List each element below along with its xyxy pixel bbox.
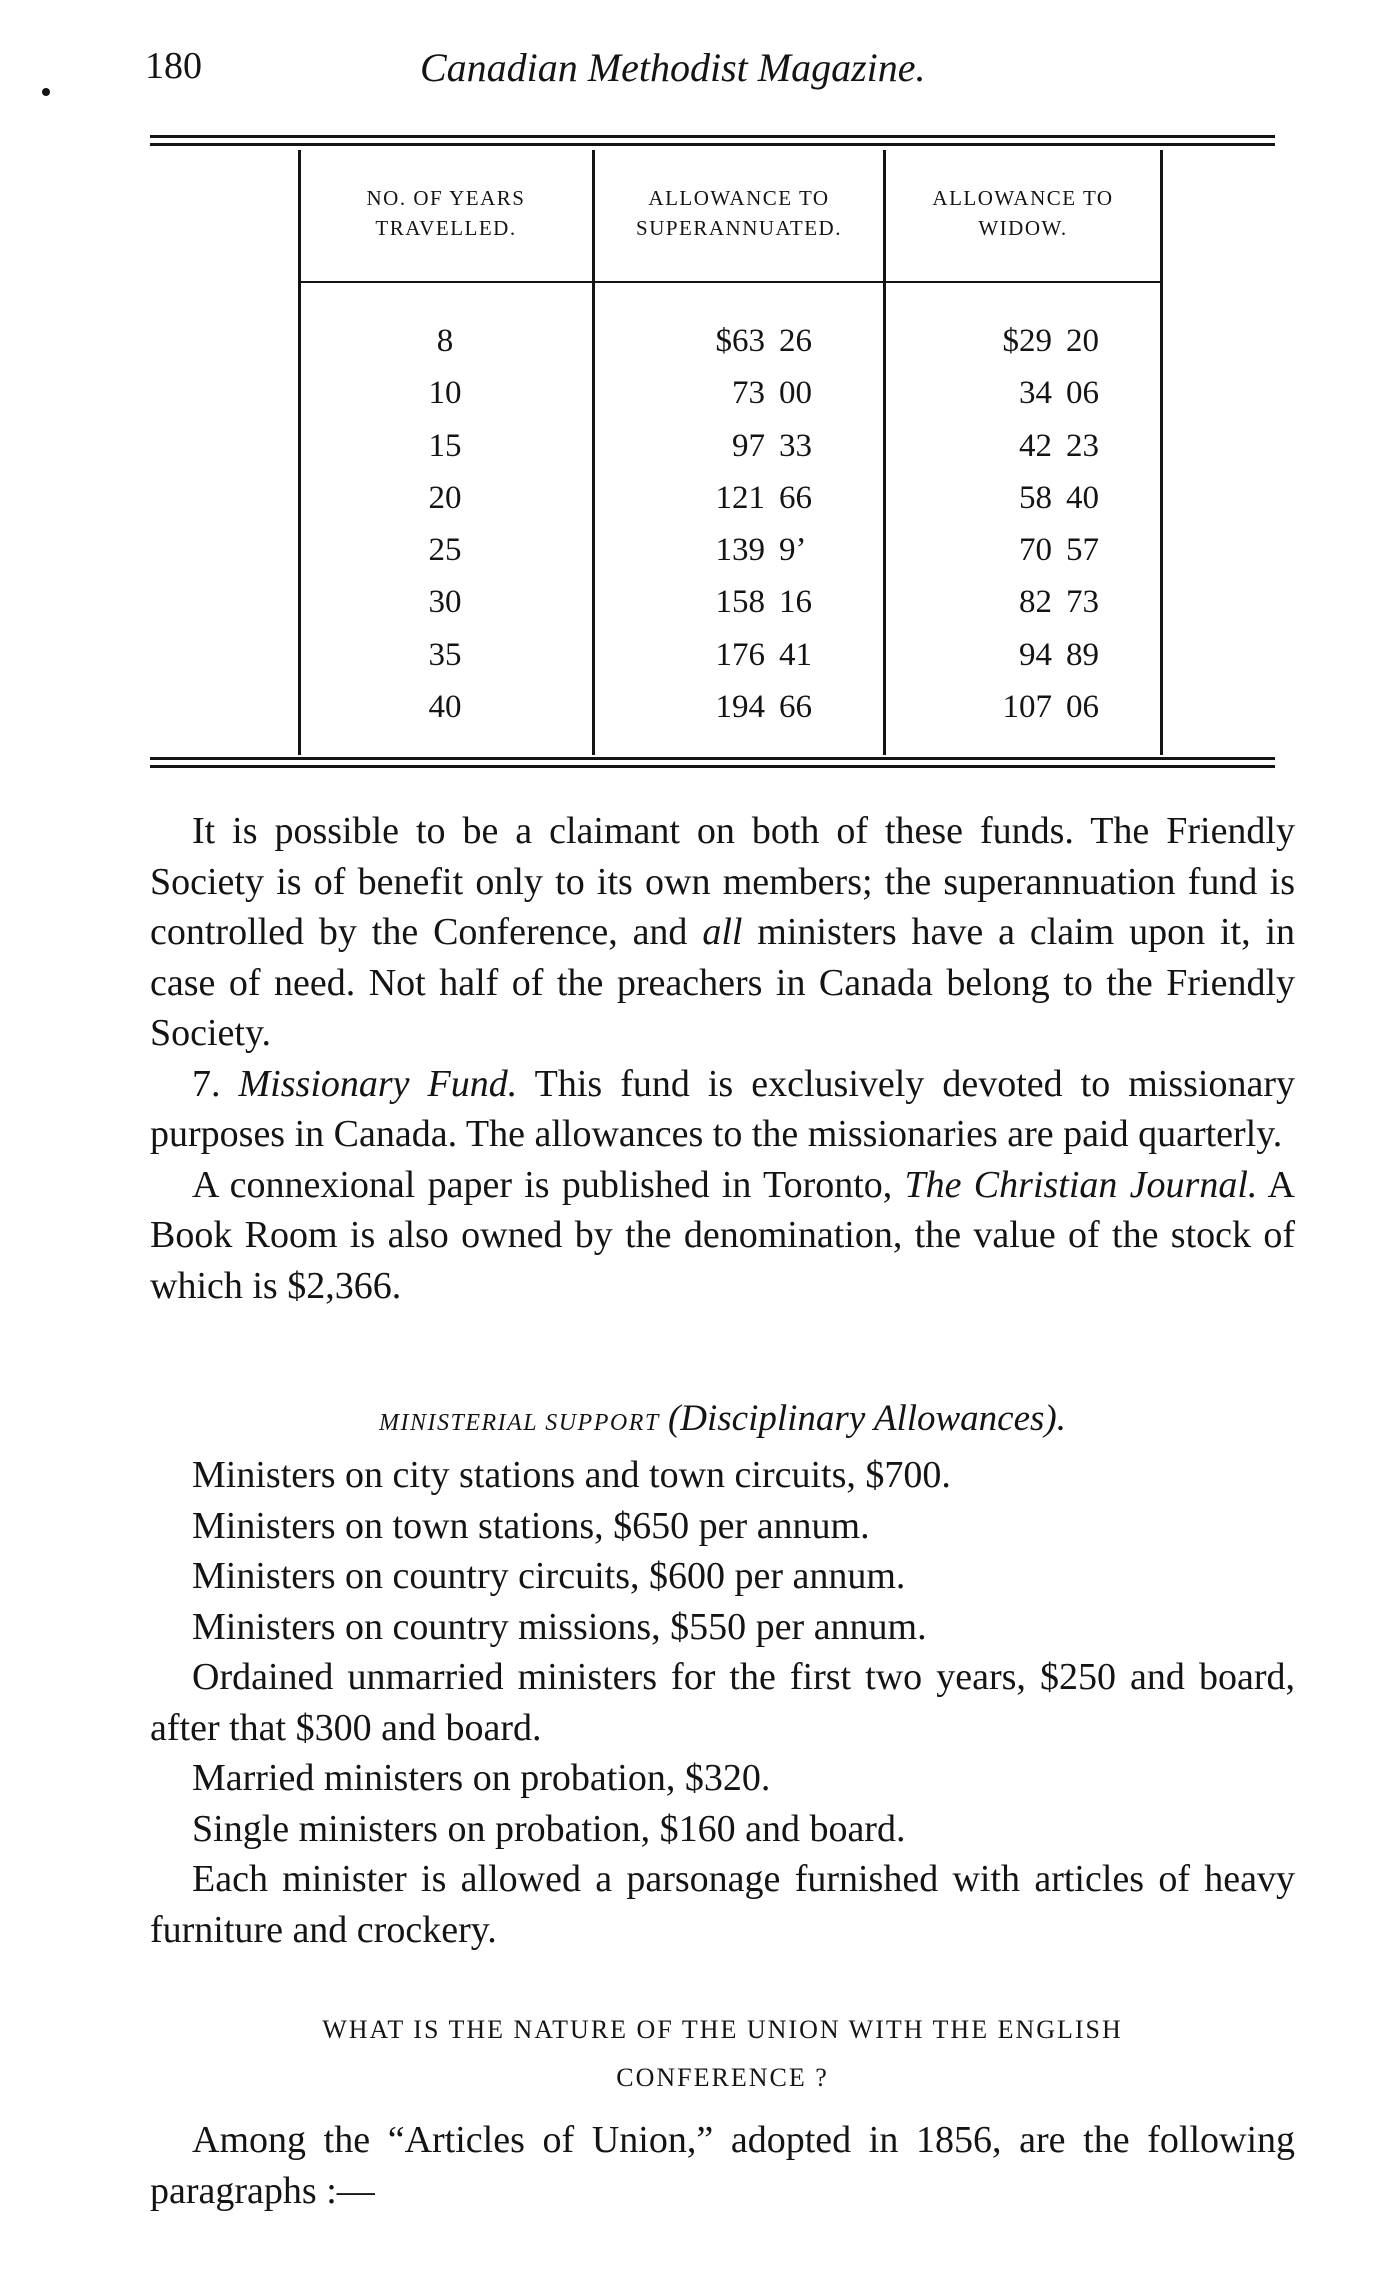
body-paragraphs	[150, 806, 1295, 1311]
ministerial-support-heading: MINISTERIAL SUPPORT (Disciplinary Allowances).	[378, 1398, 1066, 1439]
table-row: 58 40	[1019, 479, 1099, 516]
list-item: Ministers on city stations and town circuits, $700.	[192, 1454, 951, 1496]
table-row: 158 16	[715, 584, 812, 621]
header-widow: ALLOWANCE TO WIDOW.	[932, 186, 1114, 240]
table-row: 194 66	[715, 689, 812, 726]
table-cell: 8	[436, 323, 454, 359]
paragraph-connexional-paper: A connexional paper is published in Toronto, The Christian Journal. A Book Room is also owned by the denomination, the value of the stock of which is $2,366.	[150, 1163, 1295, 1307]
running-title: Canadian Methodist Magazine.	[420, 45, 926, 90]
list-item: Each minister is allowed a parsonage furnished with articles of heavy furniture and crockery.	[150, 1858, 1295, 1951]
table-row: 34 06	[1019, 375, 1099, 412]
table-top-rule-2	[150, 143, 1275, 146]
paragraph-missionary-fund: 7. Missionary Fund. This fund is exclusively devoted to missionary purposes in Canada. The allowances to the missionaries are paid quarterly.	[150, 1062, 1295, 1155]
list-item: Single ministers on probation, $160 and board.	[192, 1807, 906, 1850]
table-row: 97 33	[732, 427, 812, 464]
table-cell: 25	[428, 532, 462, 569]
table-row: 73 00	[732, 375, 812, 412]
list-item: Married ministers on probation, $320.	[192, 1757, 771, 1799]
table-cell: 35	[428, 636, 462, 673]
header-years: NO. OF YEARS TRAVELLED.	[366, 186, 526, 240]
table-row: 121 66	[715, 479, 812, 516]
list-item: Ministers on country circuits, $600 per annum.	[192, 1555, 906, 1597]
list-item: Ordained unmarried ministers for the first two years, $250 and board, after that $300 and board.	[150, 1656, 1295, 1749]
closing-paragraph: Among the “Articles of Union,” adopted in 1856, are the following paragraphs :—	[150, 2119, 1295, 2212]
header-superannuated: ALLOWANCE TO SUPERANNUATED.	[636, 186, 842, 240]
table-top-rule-1	[150, 135, 1275, 138]
list-item: Ministers on country missions, $550 per annum.	[192, 1605, 927, 1648]
table-row: 176 41	[715, 636, 812, 673]
table-row: 42 23	[1019, 427, 1099, 464]
list-item: Ministers on town stations, $650 per annum.	[192, 1504, 870, 1547]
print-speck	[42, 88, 50, 96]
table-row: 70 57	[1019, 532, 1099, 569]
table-row: $29 20	[1002, 323, 1099, 359]
table-cell: 15	[428, 427, 462, 464]
table-header-rule	[300, 281, 1160, 283]
column-years	[300, 315, 590, 733]
column-superannuated	[595, 315, 885, 733]
table-cell: 10	[428, 375, 462, 412]
table-row: 139 9ʼ	[715, 532, 807, 569]
table-row: 82 73	[1019, 584, 1099, 621]
union-heading: WHAT IS THE NATURE OF THE UNION WITH THE ENGLISH CONFERENCE ?	[322, 2015, 1123, 2092]
table-bottom-rule-2	[150, 765, 1275, 768]
table-cell: 40	[428, 689, 462, 726]
table-row: 107 06	[1002, 689, 1099, 726]
paragraph-claimant: It is possible to be a claimant on both of these funds. The Friendly Society is of benefit only to its own members; the superannuation fund is controlled by the Conference, and all ministers have a claim upon it, in case of need. Not half of the preachers in Canada belong to the Friendly Society.	[150, 810, 1296, 1054]
table-cell: 20	[428, 479, 462, 516]
table-bottom-rule-1	[150, 757, 1275, 760]
table-row: $63 26	[715, 323, 812, 359]
page-number: 180	[145, 45, 202, 87]
support-list	[150, 1450, 1295, 1955]
column-widow	[880, 315, 1170, 733]
table-cell: 30	[428, 584, 462, 621]
table-row: 94 89	[1019, 636, 1099, 673]
